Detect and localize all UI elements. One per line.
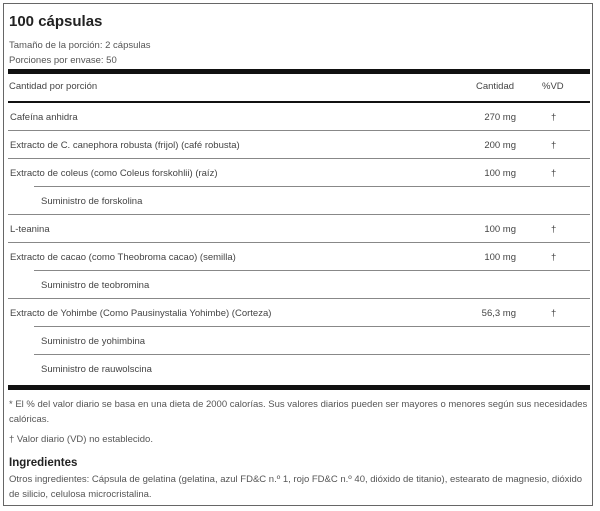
row-name: Extracto de C. canephora robusta (frijol) (café robusta)	[10, 140, 240, 151]
row-name: Extracto de Yohimbe (Como Pausinystalia Yohimbe) (Corteza)	[10, 308, 272, 319]
table-row-sub	[8, 327, 590, 355]
row-name: Extracto de cacao (como Theobroma cacao) (semilla)	[10, 252, 236, 263]
row-amount: 100 mg	[484, 252, 516, 263]
table-row	[8, 131, 590, 159]
column-header-name: Cantidad por porción	[9, 81, 98, 92]
ingredients-heading: Ingredientes	[9, 457, 78, 469]
table-row	[8, 103, 590, 131]
table-row-sub	[8, 187, 590, 215]
serving-size: Tamaño de la porción: 2 cápsulas	[9, 40, 151, 51]
ingredients-text: Otros ingredientes: Cápsula de gelatina (gelatina, azul FD&C n.º 1, rojo FD&C n.º 40, dióxido de titanio), estearato de magnesio, dióxido de silicio, celulosa microcristalina.	[9, 474, 583, 500]
column-header-dv: %VD	[542, 81, 564, 92]
supplement-facts-panel	[3, 3, 593, 506]
row-dv: †	[551, 140, 557, 151]
row-amount: 270 mg	[484, 112, 516, 123]
row-name: Extracto de coleus (como Coleus forskohlii) (raíz)	[10, 168, 218, 179]
column-header-amount: Cantidad	[476, 81, 515, 92]
daily-value-footnote: * El % del valor diario se basa en una dieta de 2000 calorías. Sus valores diarios pueden ser mayores o menores según sus necesidades calóricas.	[9, 399, 588, 425]
row-name: Suministro de rauwolscina	[41, 364, 152, 375]
table-row	[8, 243, 590, 271]
row-name: Suministro de yohimbina	[41, 336, 146, 347]
table-row	[8, 299, 590, 327]
dv-not-established-footnote: † Valor diario (VD) no establecido.	[9, 434, 153, 445]
row-name: Suministro de teobromina	[41, 280, 150, 291]
table-row	[8, 159, 590, 187]
row-dv: †	[551, 224, 557, 235]
bottom-divider	[8, 385, 590, 390]
row-dv: †	[551, 168, 557, 179]
table-row-sub	[8, 355, 590, 383]
product-title: 100 cápsulas	[9, 13, 103, 30]
row-dv: †	[551, 112, 557, 123]
row-amount: 200 mg	[484, 140, 516, 151]
row-dv: †	[551, 308, 557, 319]
top-divider	[8, 69, 590, 74]
row-dv: †	[551, 252, 557, 263]
row-name: Suministro de forskolina	[41, 196, 143, 207]
table-row-sub	[8, 271, 590, 299]
row-amount: 100 mg	[484, 224, 516, 235]
row-amount: 56,3 mg	[481, 308, 516, 319]
row-name: L-teanina	[10, 224, 50, 235]
row-name: Cafeína anhidra	[10, 112, 78, 123]
table-row	[8, 215, 590, 243]
row-amount: 100 mg	[484, 168, 516, 179]
servings-per-container: Porciones por envase: 50	[9, 55, 117, 66]
